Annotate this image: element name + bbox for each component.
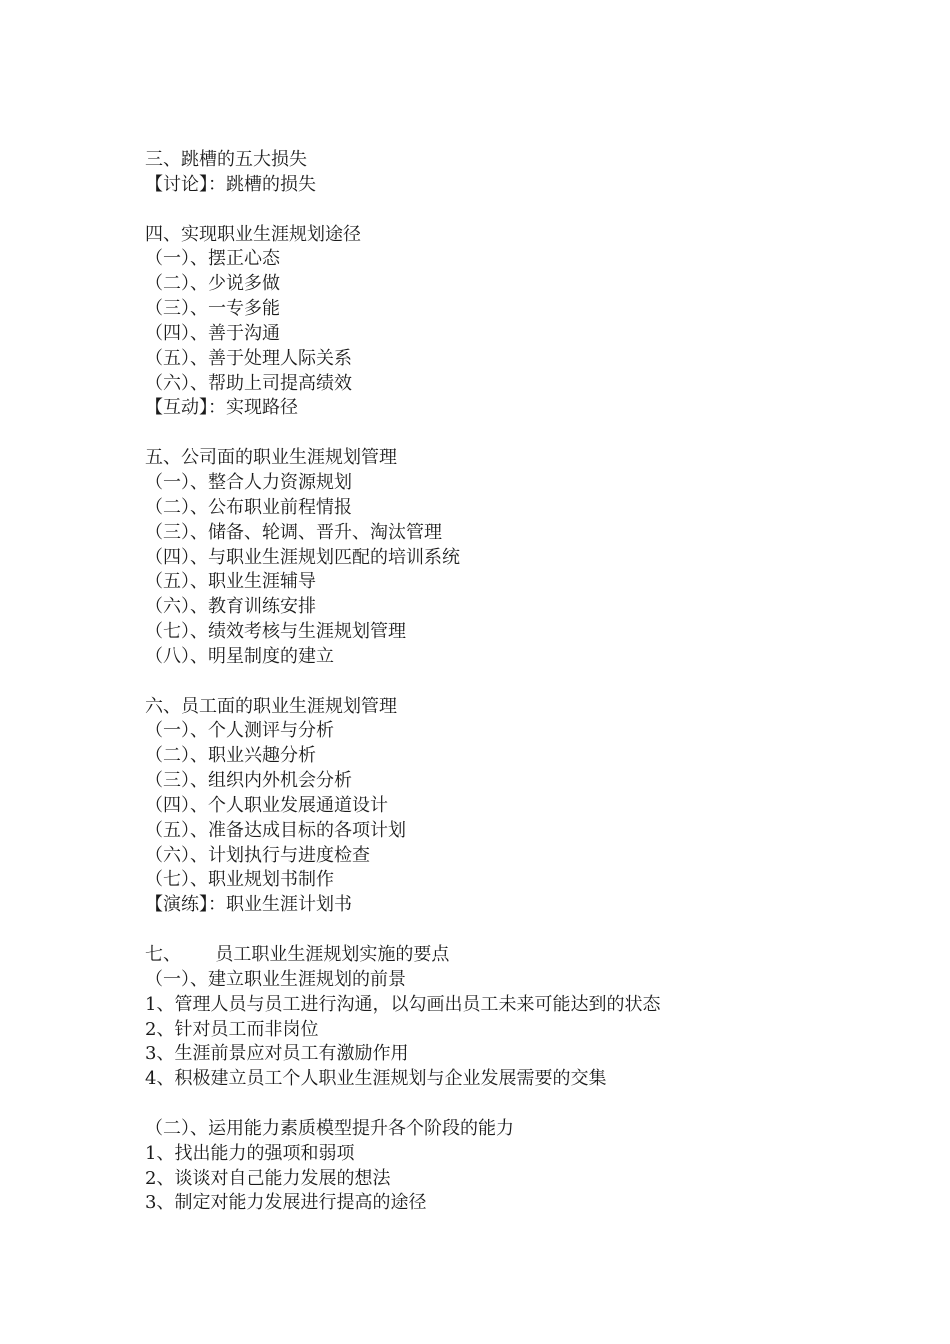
list-item: （四）、个人职业发展通道设计 bbox=[145, 794, 388, 816]
list-item: （一）、个人测评与分析 bbox=[145, 720, 334, 742]
section-heading: 五、公司面的职业生涯规划管理 bbox=[145, 447, 397, 469]
list-item: （七）、绩效考核与生涯规划管理 bbox=[145, 621, 406, 643]
blank-line bbox=[145, 918, 905, 943]
list-item: （六）、计划执行与进度检查 bbox=[145, 844, 370, 866]
list-item: （四）、与职业生涯规划匹配的培训系统 bbox=[145, 546, 460, 568]
list-item: （二）、职业兴趣分析 bbox=[145, 745, 316, 767]
list-item: （三）、组织内外机会分析 bbox=[145, 770, 352, 792]
exercise-note: 【演练】：职业生涯计划书 bbox=[145, 894, 352, 916]
blank-line bbox=[145, 670, 905, 695]
list-item: （六）、教育训练安排 bbox=[145, 596, 316, 618]
list-item: （五）、准备达成目标的各项计划 bbox=[145, 819, 406, 841]
section-heading: 四、实现职业生涯规划途径 bbox=[145, 223, 361, 245]
list-item: （一）、整合人力资源规划 bbox=[145, 471, 352, 493]
subsection-heading: （二）、运用能力素质模型提升各个阶段的能力 bbox=[145, 1117, 514, 1139]
subsection-heading: （一）、建立职业生涯规划的前景 bbox=[145, 968, 406, 990]
numbered-item: 4、积极建立员工个人职业生涯规划与企业发展需要的交集 bbox=[145, 1068, 607, 1090]
numbered-item: 3、制定对能力发展进行提高的途径 bbox=[145, 1192, 427, 1214]
list-item: （一）、摆正心态 bbox=[145, 248, 280, 270]
list-item: （五）、善于处理人际关系 bbox=[145, 347, 352, 369]
list-item: （六）、帮助上司提高绩效 bbox=[145, 372, 352, 394]
numbered-item: 1、找出能力的强项和弱项 bbox=[145, 1142, 355, 1164]
list-item: （四）、善于沟通 bbox=[145, 322, 280, 344]
list-item: （二）、少说多做 bbox=[145, 273, 280, 295]
discussion-note: 【讨论】：跳槽的损失 bbox=[145, 173, 316, 195]
blank-line bbox=[145, 198, 905, 223]
document-body bbox=[145, 148, 905, 1216]
list-item: （七）、职业规划书制作 bbox=[145, 869, 334, 891]
blank-line bbox=[145, 1092, 905, 1117]
numbered-item: 3、生涯前景应对员工有激励作用 bbox=[145, 1043, 409, 1065]
section-heading: 六、员工面的职业生涯规划管理 bbox=[145, 695, 397, 717]
section-heading: 七、 员工职业生涯规划实施的要点 bbox=[145, 944, 450, 965]
list-item: （三）、一专多能 bbox=[145, 298, 280, 320]
interaction-note: 【互动】：实现路径 bbox=[145, 397, 298, 419]
section-heading: 三、跳槽的五大损失 bbox=[145, 149, 307, 170]
list-item: （三）、储备、轮调、晋升、淘汰管理 bbox=[145, 521, 442, 543]
numbered-item: 2、针对员工而非岗位 bbox=[145, 1018, 319, 1040]
list-item: （八）、明星制度的建立 bbox=[145, 645, 334, 667]
numbered-item: 1、管理人员与员工进行沟通，以勾画出员工未来可能达到的状态 bbox=[145, 993, 661, 1015]
numbered-item: 2、谈谈对自己能力发展的想法 bbox=[145, 1167, 391, 1189]
list-item: （五）、职业生涯辅导 bbox=[145, 571, 316, 593]
list-item: （二）、公布职业前程情报 bbox=[145, 496, 352, 518]
blank-line bbox=[145, 421, 905, 446]
